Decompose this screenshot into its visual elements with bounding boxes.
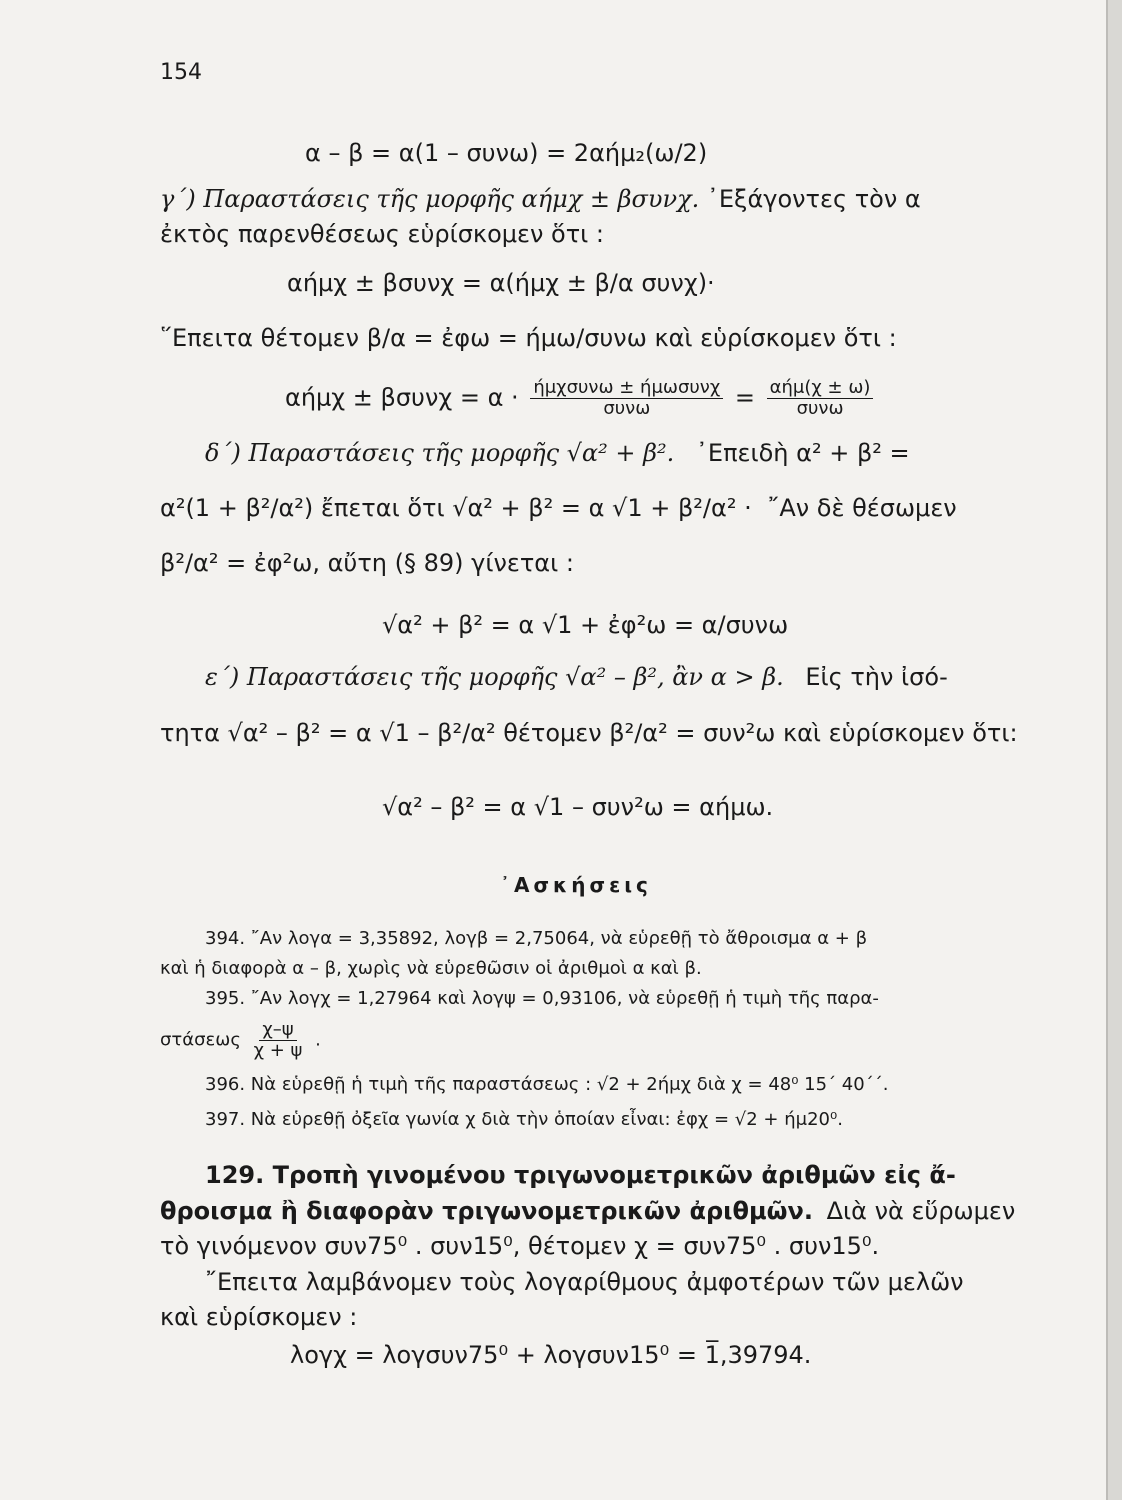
exercise-395-fraction [251,1020,306,1061]
delta-line2: α²(1 + β²/α²) ἔπεται ὅτι √α² + β² = α √1 + β²/α² · [160,494,752,522]
fraction-gamma-2b [767,378,874,419]
fraction-denominator: συνω [796,398,844,419]
fraction-gamma-2a [530,378,723,419]
equation-alpha-minus-beta: α – β = α(1 – συνω) = 2αήμ₂(ω/2) [305,139,708,167]
epsilon-line2: τητα √α² – β² = α √1 – β²/α² θέτομεν β²/α² = συν²ω καὶ εὑρίσκομεν ὅτι: [160,719,1018,747]
section-129-title-line2: θροισμα ἢ διαφορὰν τριγωνομετρικῶν ἀριθμῶν. [160,1197,813,1225]
exercise-394-line1: 394. ῎Αν λογα = 3,35892, λογβ = 2,75064, νὰ εὑρεθῇ τὸ ἄθροισμα α + β [205,928,868,949]
page-edge [1108,0,1122,1500]
section-epsilon-text: Εἰς τὴν ἰσό- [805,663,948,691]
exercise-397: 397. Νὰ εὑρεθῇ ὀξεῖα γωνία χ διὰ τὴν ὁποίαν εἶναι: ἐφχ = √2 + ήμ20⁰. [205,1109,843,1130]
exercise-395-line1: 395. ῎Αν λογχ = 1,27964 καὶ λογψ = 0,93106, νὰ εὑρεθῇ ἡ τιμὴ τῆς παρα- [205,988,879,1009]
page-number: 154 [160,60,202,85]
equals-sign: = [734,383,756,412]
exercise-395-word: στάσεως [160,1029,241,1051]
section-epsilon-label: ε΄) Παραστάσεις τῆς μορφῆς √α² – β², ἂν α > β. [205,663,784,691]
fraction-denominator: χ + ψ [253,1040,303,1061]
section-129-text: Διὰ νὰ εὕρωμεν [826,1197,1016,1225]
fraction-numerator: χ–ψ [259,1020,296,1041]
section-gamma-text: ᾿Εξάγοντες τὸν α [706,185,921,213]
section-gamma-label: γ΄) Παραστάσεις τῆς μορφῆς αήμχ ± βσυνχ. [160,185,700,213]
delta-line2-text: ῎Αν δὲ θέσωμεν [767,494,957,522]
delta-line3: β²/α² = ἐφ²ω, αὔτη (§ 89) γίνεται : [160,549,574,577]
page-edge-shadow [1106,0,1108,1500]
exercise-394-line2: καὶ ἡ διαφορὰ α – β, χωρὶς νὰ εὑρεθῶσιν οἱ ἀριθμοὶ α καὶ β. [160,958,702,979]
section-delta-text: ᾿Επειδὴ α² + β² = [695,439,910,467]
fraction-numerator: αήμ(χ ± ω) [767,378,874,399]
exercises-heading: ᾿Ασκήσεις [500,873,652,897]
section-129-line3: τὸ γινόμενον συν75⁰ . συν15⁰, θέτομεν χ = συν75⁰ . συν15⁰. [160,1232,880,1260]
gamma-then-text: ῞Επειτα θέτομεν [160,324,360,352]
equation-epsilon: √α² – β² = α √1 – συν²ω = αήμω. [382,793,774,821]
exercise-396: 396. Νὰ εὑρεθῇ ἡ τιμὴ τῆς παραστάσεως : √2 + 2ήμχ διὰ χ = 48⁰ 15΄ 40΄΄. [205,1074,889,1095]
gamma-then-text2: καὶ εὑρίσκομεν ὅτι : [654,324,897,352]
section-gamma-text2: ἐκτὸς παρενθέσεως εὑρίσκομεν ὅτι : [160,220,604,248]
section-129-line5: καὶ εὑρίσκομεν : [160,1303,358,1331]
section-129-line4: ῎Επειτα λαμβάνομεν τοὺς λογαρίθμους ἀμφοτέρων τῶν μελῶν [205,1268,964,1296]
fraction-denominator: συνω [603,398,651,419]
equation-gamma-2-left: αήμχ ± βσυνχ = α · [285,383,519,412]
section-129-title-line1: 129. Τροπὴ γινομένου τριγωνομετρικῶν ἀριθμῶν εἰς ἄ- [205,1161,956,1189]
fraction-numerator: ήμχσυνω ± ήμωσυνχ [530,378,723,399]
equation-gamma-1: αήμχ ± βσυνχ = α(ήμχ ± β/α συνχ)· [287,269,715,297]
section-delta-label: δ΄) Παραστάσεις τῆς μορφῆς √α² + β². [205,439,675,467]
equation-log-x: λογχ = λογσυν75⁰ + λογσυν15⁰ = 1̅,39794. [290,1341,812,1369]
gamma-then-eq: β/α = ἐφω = ήμω/συνω [366,324,647,352]
equation-delta: √α² + β² = α √1 + ἐφ²ω = α/συνω [382,611,789,639]
period: . [315,1029,321,1051]
